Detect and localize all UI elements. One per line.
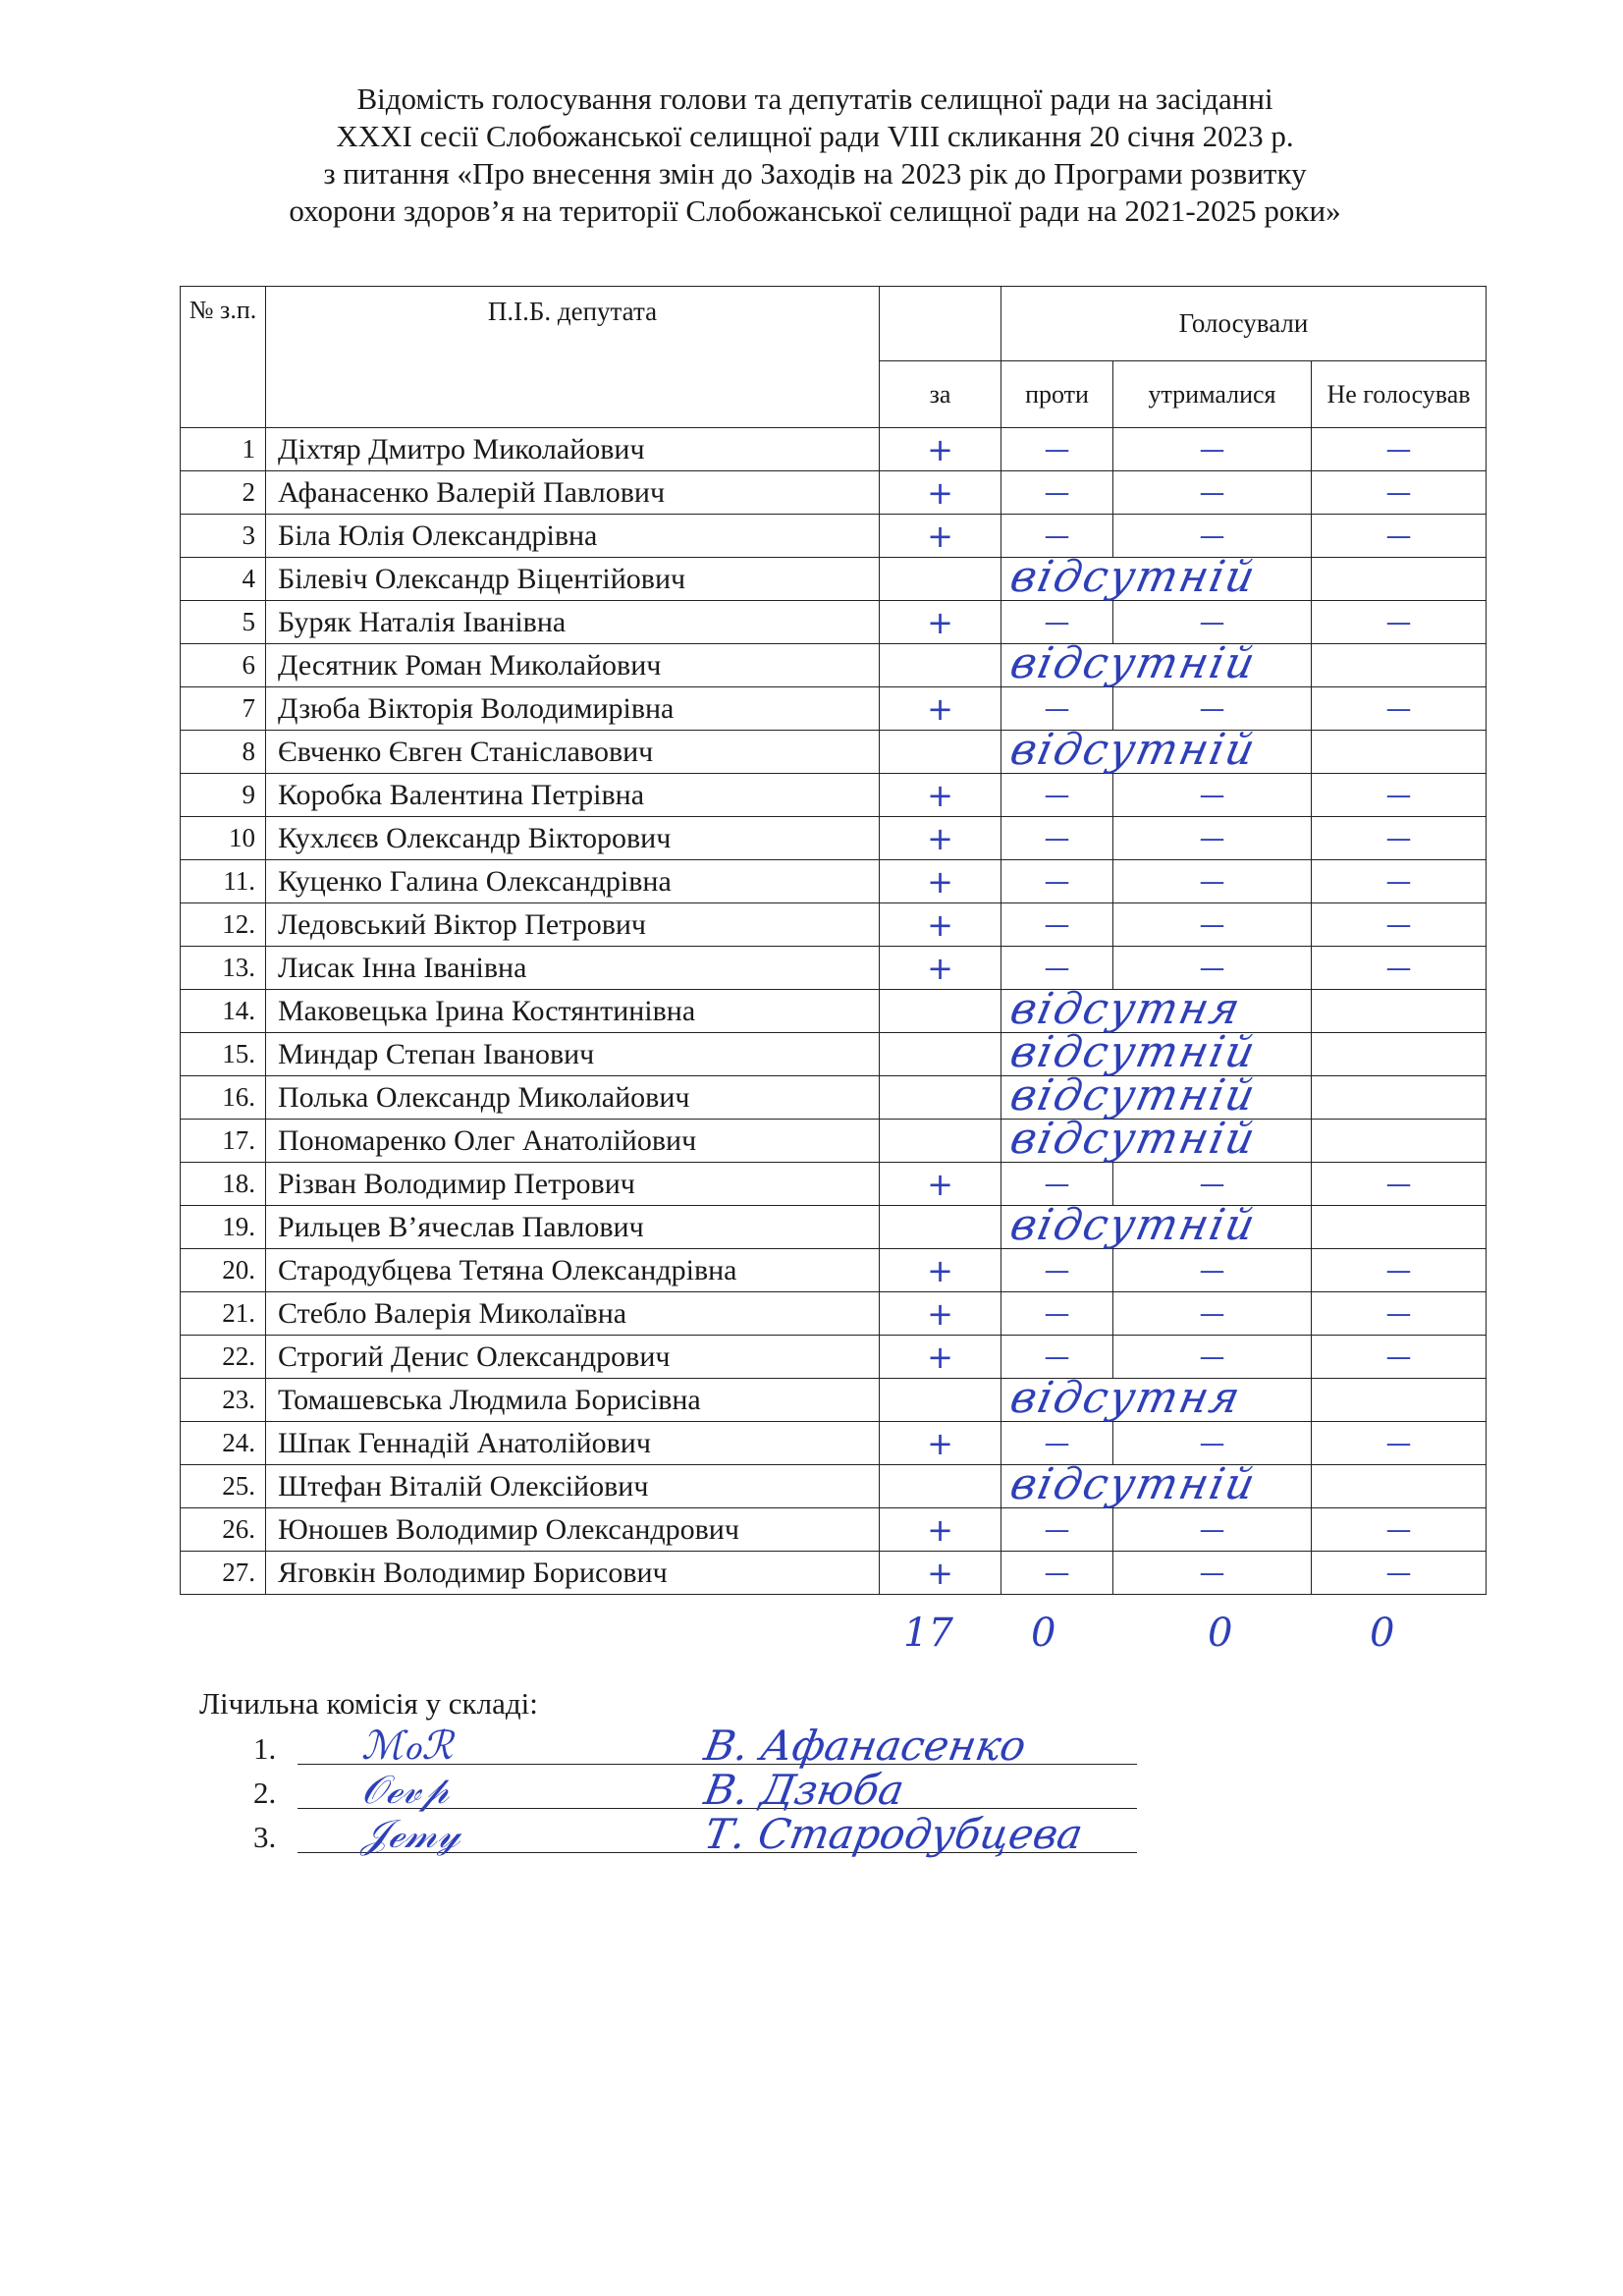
vote-utrymalysia: — [1113,774,1312,817]
member-number: 2. [253,1776,277,1810]
vote-za [880,1076,1001,1120]
vote-za: + [880,1292,1001,1336]
vote-ne-holosuvav: — [1312,515,1487,558]
row-number: 23. [181,1379,266,1422]
absent-note: відсутня [1005,1373,1246,1423]
vote-utrymalysia: — [1113,1249,1312,1292]
vote-ne-holosuvav [1312,644,1487,687]
deputy-name: Пономаренко Олег Анатолійович [266,1120,880,1163]
deputy-name: Кухлєєв Олександр Вікторович [266,817,880,860]
vote-proty: — [1001,817,1113,860]
deputy-name: Лисак Інна Іванівна [266,947,880,990]
signature-scribble: 𝒥ℯ𝓂𝓎 [361,1812,460,1857]
vote-ne-holosuvav: — [1312,1508,1487,1552]
vote-proty: — [1001,515,1113,558]
absent-note-cell [1001,1459,1312,1509]
commission-member [253,1766,1137,1815]
row-number: 6 [181,644,266,687]
table-row [181,774,1487,817]
absent-note-cell [1001,984,1312,1034]
table-row [181,558,1487,601]
title-line-3: з питання «Про внесення змін до Заходів на 2023 рік до Програми розвитку [323,156,1307,191]
table-row [181,990,1487,1033]
vote-ne-holosuvav: — [1312,1552,1487,1595]
vote-za [880,644,1001,687]
absent-note-cell [1001,1114,1312,1164]
row-number: 2 [181,471,266,515]
vote-ne-holosuvav [1312,1033,1487,1076]
deputy-name: Афанасенко Валерій Павлович [266,471,880,515]
absent-note: відсутня [1005,984,1246,1034]
deputy-name: Юношев Володимир Олександрович [266,1508,880,1552]
deputy-name: Миндар Степан Іванович [266,1033,880,1076]
vote-proty: — [1001,428,1113,471]
row-number: 10 [181,817,266,860]
vote-ne-holosuvav: — [1312,903,1487,947]
vote-utrymalysia: — [1113,1292,1312,1336]
table-row [181,687,1487,731]
total-proty: 0 [1031,1611,1056,1656]
table-row [181,860,1487,903]
deputy-name: Ледовський Віктор Петрович [266,903,880,947]
vote-za [880,558,1001,601]
vote-proty: — [1001,1163,1113,1206]
commission-member [253,1810,1137,1859]
table-row [181,428,1487,471]
vote-ne-holosuvav: — [1312,1163,1487,1206]
vote-proty: — [1001,1422,1113,1465]
member-name: В. Дзюба [700,1766,908,1814]
absent-note: відсутній [1005,552,1262,602]
row-number: 15. [181,1033,266,1076]
row-number: 4 [181,558,266,601]
vote-proty: — [1001,471,1113,515]
voting-table [180,286,1487,1595]
header-empty [880,287,1001,361]
absent-note-cell [1001,638,1312,688]
title-line-4: охорони здоров’я на території Слобожанської селищної ради на 2021-2025 роки» [289,193,1341,228]
deputy-name: Рильцев В’ячеслав Павлович [266,1206,880,1249]
vote-za: + [880,1422,1001,1465]
document-title [137,81,1492,230]
table-row [181,731,1487,774]
row-number: 17. [181,1120,266,1163]
table-row [181,1379,1487,1422]
vote-ne-holosuvav: — [1312,1422,1487,1465]
vote-za [880,1033,1001,1076]
table-row [181,817,1487,860]
absent-note-cell [1001,1027,1312,1077]
vote-ne-holosuvav [1312,1206,1487,1249]
row-number: 11. [181,860,266,903]
header-ne-holosuvav: Не голосував [1312,361,1487,428]
vote-proty: — [1001,774,1113,817]
vote-proty: — [1001,903,1113,947]
deputy-name: Білевіч Олександр Віцентійович [266,558,880,601]
vote-utrymalysia: — [1113,471,1312,515]
row-number: 18. [181,1163,266,1206]
table-row [181,1552,1487,1595]
vote-za: + [880,817,1001,860]
row-number: 8 [181,731,266,774]
vote-proty: — [1001,687,1113,731]
total-utrymalysia: 0 [1208,1611,1233,1656]
deputy-name: Буряк Наталія Іванівна [266,601,880,644]
deputy-name: Яговкін Володимир Борисович [266,1552,880,1595]
vote-utrymalysia: — [1113,947,1312,990]
vote-proty: — [1001,1552,1113,1595]
table-row [181,1508,1487,1552]
row-number: 20. [181,1249,266,1292]
row-number: 14. [181,990,266,1033]
row-number: 9 [181,774,266,817]
deputy-name: Стебло Валерія Миколаївна [266,1292,880,1336]
vote-utrymalysia: — [1113,903,1312,947]
vote-utrymalysia: — [1113,687,1312,731]
vote-ne-holosuvav: — [1312,947,1487,990]
row-number: 27. [181,1552,266,1595]
table-row [181,1206,1487,1249]
row-number: 16. [181,1076,266,1120]
vote-proty: — [1001,860,1113,903]
vote-za: + [880,1249,1001,1292]
table-row [181,515,1487,558]
vote-ne-holosuvav [1312,990,1487,1033]
vote-ne-holosuvav: — [1312,1249,1487,1292]
vote-za: + [880,428,1001,471]
header-name: П.І.Б. депутата [266,287,880,428]
total-ne-holosuvav: 0 [1370,1611,1395,1656]
row-number: 24. [181,1422,266,1465]
table-row [181,903,1487,947]
vote-utrymalysia: — [1113,515,1312,558]
absent-note-cell [1001,1200,1312,1250]
vote-proty: — [1001,1508,1113,1552]
vote-za: + [880,903,1001,947]
deputy-name: Коробка Валентина Петрівна [266,774,880,817]
absent-note: відсутній [1005,1459,1262,1509]
table-row [181,1336,1487,1379]
title-line-2: XXXI сесії Слобожанської селищної ради VIII скликання 20 січня 2023 р. [336,119,1294,153]
vote-za [880,1465,1001,1508]
vote-za [880,1206,1001,1249]
vote-proty: — [1001,601,1113,644]
vote-ne-holosuvav [1312,1076,1487,1120]
absent-note: відсутній [1005,1070,1262,1121]
row-number: 19. [181,1206,266,1249]
vote-utrymalysia: — [1113,860,1312,903]
deputy-name: Куценко Галина Олександрівна [266,860,880,903]
vote-utrymalysia: — [1113,1422,1312,1465]
vote-proty: — [1001,1292,1113,1336]
vote-ne-holosuvav [1312,1465,1487,1508]
deputy-name: Маковецька Ірина Костянтинівна [266,990,880,1033]
absent-note-cell [1001,1070,1312,1121]
vote-ne-holosuvav: — [1312,817,1487,860]
vote-za: + [880,1508,1001,1552]
header-utrymalysia: утрималися [1113,361,1312,428]
total-za: 17 [903,1611,953,1656]
member-number: 3. [253,1820,277,1854]
row-number: 26. [181,1508,266,1552]
absent-note: відсутній [1005,1114,1262,1164]
row-number: 25. [181,1465,266,1508]
row-number: 1 [181,428,266,471]
vote-ne-holosuvav [1312,731,1487,774]
deputy-name: Діхтяр Дмитро Миколайович [266,428,880,471]
deputy-name: Різван Володимир Петрович [266,1163,880,1206]
table-row [181,1163,1487,1206]
vote-za: + [880,774,1001,817]
vote-za: + [880,947,1001,990]
row-number: 5 [181,601,266,644]
vote-ne-holosuvav: — [1312,687,1487,731]
table-row [181,1249,1487,1292]
table-row [181,1033,1487,1076]
table-row [181,644,1487,687]
row-number: 21. [181,1292,266,1336]
vote-proty: — [1001,947,1113,990]
absent-note-cell [1001,725,1312,775]
vote-utrymalysia: — [1113,428,1312,471]
deputy-name: Дзюба Вікторія Володимирівна [266,687,880,731]
header-voted: Голосували [1001,287,1487,361]
row-number: 22. [181,1336,266,1379]
vote-za: + [880,1552,1001,1595]
vote-za: + [880,515,1001,558]
absent-note-cell [1001,1373,1312,1423]
deputy-name: Томашевська Людмила Борисівна [266,1379,880,1422]
absent-note: відсутній [1005,1200,1262,1250]
table-row [181,1120,1487,1163]
vote-proty: — [1001,1336,1113,1379]
table-row [181,1465,1487,1508]
vote-utrymalysia: — [1113,601,1312,644]
vote-utrymalysia: — [1113,817,1312,860]
vote-ne-holosuvav: — [1312,774,1487,817]
vote-utrymalysia: — [1113,1163,1312,1206]
table-row [181,1076,1487,1120]
deputy-name: Полька Олександр Миколайович [266,1076,880,1120]
vote-za: + [880,687,1001,731]
vote-utrymalysia: — [1113,1552,1312,1595]
vote-za: + [880,601,1001,644]
row-number: 12. [181,903,266,947]
deputy-name: Штефан Віталій Олексійович [266,1465,880,1508]
table-row [181,1422,1487,1465]
member-name: В. Афанасенко [700,1722,1030,1770]
vote-ne-holosuvav: — [1312,601,1487,644]
commission-member [253,1722,1137,1771]
vote-za: + [880,1336,1001,1379]
vote-za: + [880,860,1001,903]
vote-ne-holosuvav: — [1312,1292,1487,1336]
vote-za [880,731,1001,774]
vote-za: + [880,471,1001,515]
table-row [181,1292,1487,1336]
title-line-1: Відомість голосування голови та депутатів селищної ради на засіданні [356,82,1273,116]
vote-utrymalysia: — [1113,1508,1312,1552]
absent-note: відсутній [1005,1027,1262,1077]
vote-ne-holosuvav: — [1312,860,1487,903]
signature-scribble: ℳℴℛ [361,1723,454,1769]
absent-note: відсутній [1005,725,1262,775]
row-number: 3 [181,515,266,558]
member-number: 1. [253,1731,277,1766]
vote-za [880,1379,1001,1422]
header-num: № з.п. [181,287,266,428]
vote-proty: — [1001,1249,1113,1292]
deputy-name: Шпак Геннадій Анатолійович [266,1422,880,1465]
absent-note-cell [1001,552,1312,602]
deputy-name: Біла Юлія Олександрівна [266,515,880,558]
vote-ne-holosuvav: — [1312,471,1487,515]
row-number: 13. [181,947,266,990]
header-za: за [880,361,1001,428]
table-row [181,601,1487,644]
vote-za: + [880,1163,1001,1206]
table-body [181,428,1487,1595]
deputy-name: Десятник Роман Миколайович [266,644,880,687]
vote-ne-holosuvav: — [1312,1336,1487,1379]
vote-ne-holosuvav [1312,558,1487,601]
table-row [181,471,1487,515]
member-name: Т. Стародубцева [700,1810,1087,1858]
vote-utrymalysia: — [1113,1336,1312,1379]
deputy-name: Стародубцева Тетяна Олександрівна [266,1249,880,1292]
signature-scribble: 𝒪ℯ𝓋𝓅 [361,1768,450,1813]
totals-row [0,1611,1623,1669]
vote-ne-holosuvav [1312,1379,1487,1422]
vote-za [880,990,1001,1033]
commission-label: Лічильна комісія у складі: [199,1686,538,1721]
vote-ne-holosuvav [1312,1120,1487,1163]
absent-note: відсутній [1005,638,1262,688]
vote-ne-holosuvav: — [1312,428,1487,471]
row-number: 7 [181,687,266,731]
table-row [181,947,1487,990]
deputy-name: Євченко Євген Станіславович [266,731,880,774]
vote-za [880,1120,1001,1163]
header-proty: проти [1001,361,1113,428]
deputy-name: Строгий Денис Олександрович [266,1336,880,1379]
